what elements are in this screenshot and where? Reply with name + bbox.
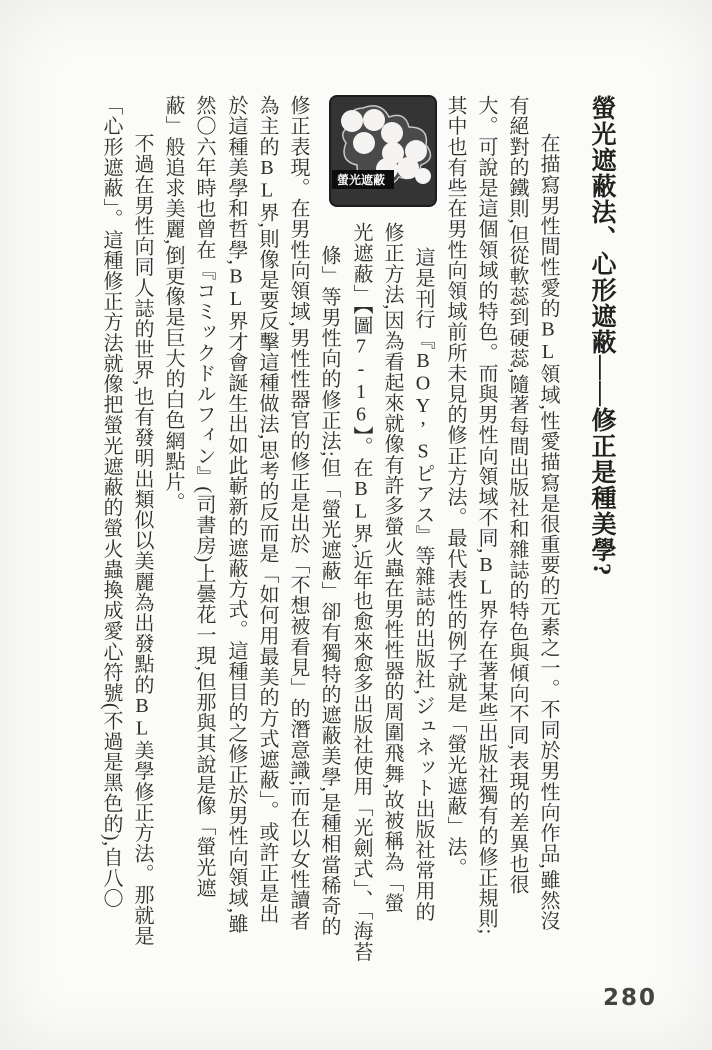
text-column: 為主的BL界,則像是要反擊這種做法,思考的反而是「如何用最美的方式遮蔽」。或許正是出: [256, 95, 278, 925]
text-column: 「心形遮蔽」。這種修正方法就像把螢光遮蔽的螢火蟲換成愛心符號(不過是黑色的),自八〇: [100, 95, 122, 909]
fluorescent-masking-illustration: [329, 95, 437, 207]
text-column: 修正表現。在男性向領域,男性性器官的修正是出於「不想被看見」的潛意識;而在以女性讀者: [287, 95, 309, 931]
figure-caption: 螢光遮蔽: [337, 173, 386, 187]
page-number: 280: [603, 985, 658, 1011]
text-column: 然〇六年時也曾在『コミックドルフィン』(司書房)上曇花一現,但那與其說是像「螢光遮: [193, 95, 215, 898]
text-column: 在描寫男性間性愛的BL領域,性愛描寫是很重要的元素之一。不同於男性向作品,雖然沒: [537, 133, 559, 932]
text-column: 條」等男性向的修正法;但「螢光遮蔽」卻有獨特的遮蔽美學,是種相當稀奇的: [318, 245, 340, 937]
text-column: 大。可說是這個領域的特色。而與男性向領域不同,BL界存在著某些出版社獨有的修正規則;: [475, 95, 497, 935]
text-column: 蔽」般追求美麗,倒更像是巨大的白色網點片。: [162, 95, 184, 513]
text-column: 於這種美學和哲學,BL界才會誕生出如此嶄新的遮蔽方式。這種目的之修正於男性向領域,雖: [225, 95, 247, 935]
text-column: 這是刊行『BOY’Sピアス』等雜誌的出版社,ジュネット出版社常用的: [412, 247, 434, 922]
text-column: 修正方法,因為看起來就像有許多螢火蟲在男性性器的周圍飛舞,故被稱為「螢: [381, 222, 403, 913]
text-column: 有絕對的鐵則,但從軟蕊到硬蕊,隨著每間出版社和雜誌的特色與傾向不同,表現的差異也很: [506, 95, 528, 895]
text-column: 不過在男性向同人誌的世界,也有發明出類似以美麗為出發點的BL美學修正方法。那就是: [131, 133, 153, 947]
censorship-example-figure: [329, 95, 437, 207]
chapter-title: 螢光遮蔽法、心形遮蔽——修正是種美學?: [588, 95, 615, 577]
text-column: 其中也有些在男性向領域前所未見的修正方法。最代表性的例子就是「螢光遮蔽」法。: [444, 95, 466, 878]
text-column: 光遮蔽」【圖7-16】。在BL界,近年也愈來愈多出版社使用「光劍式」、「海苔: [350, 222, 372, 962]
